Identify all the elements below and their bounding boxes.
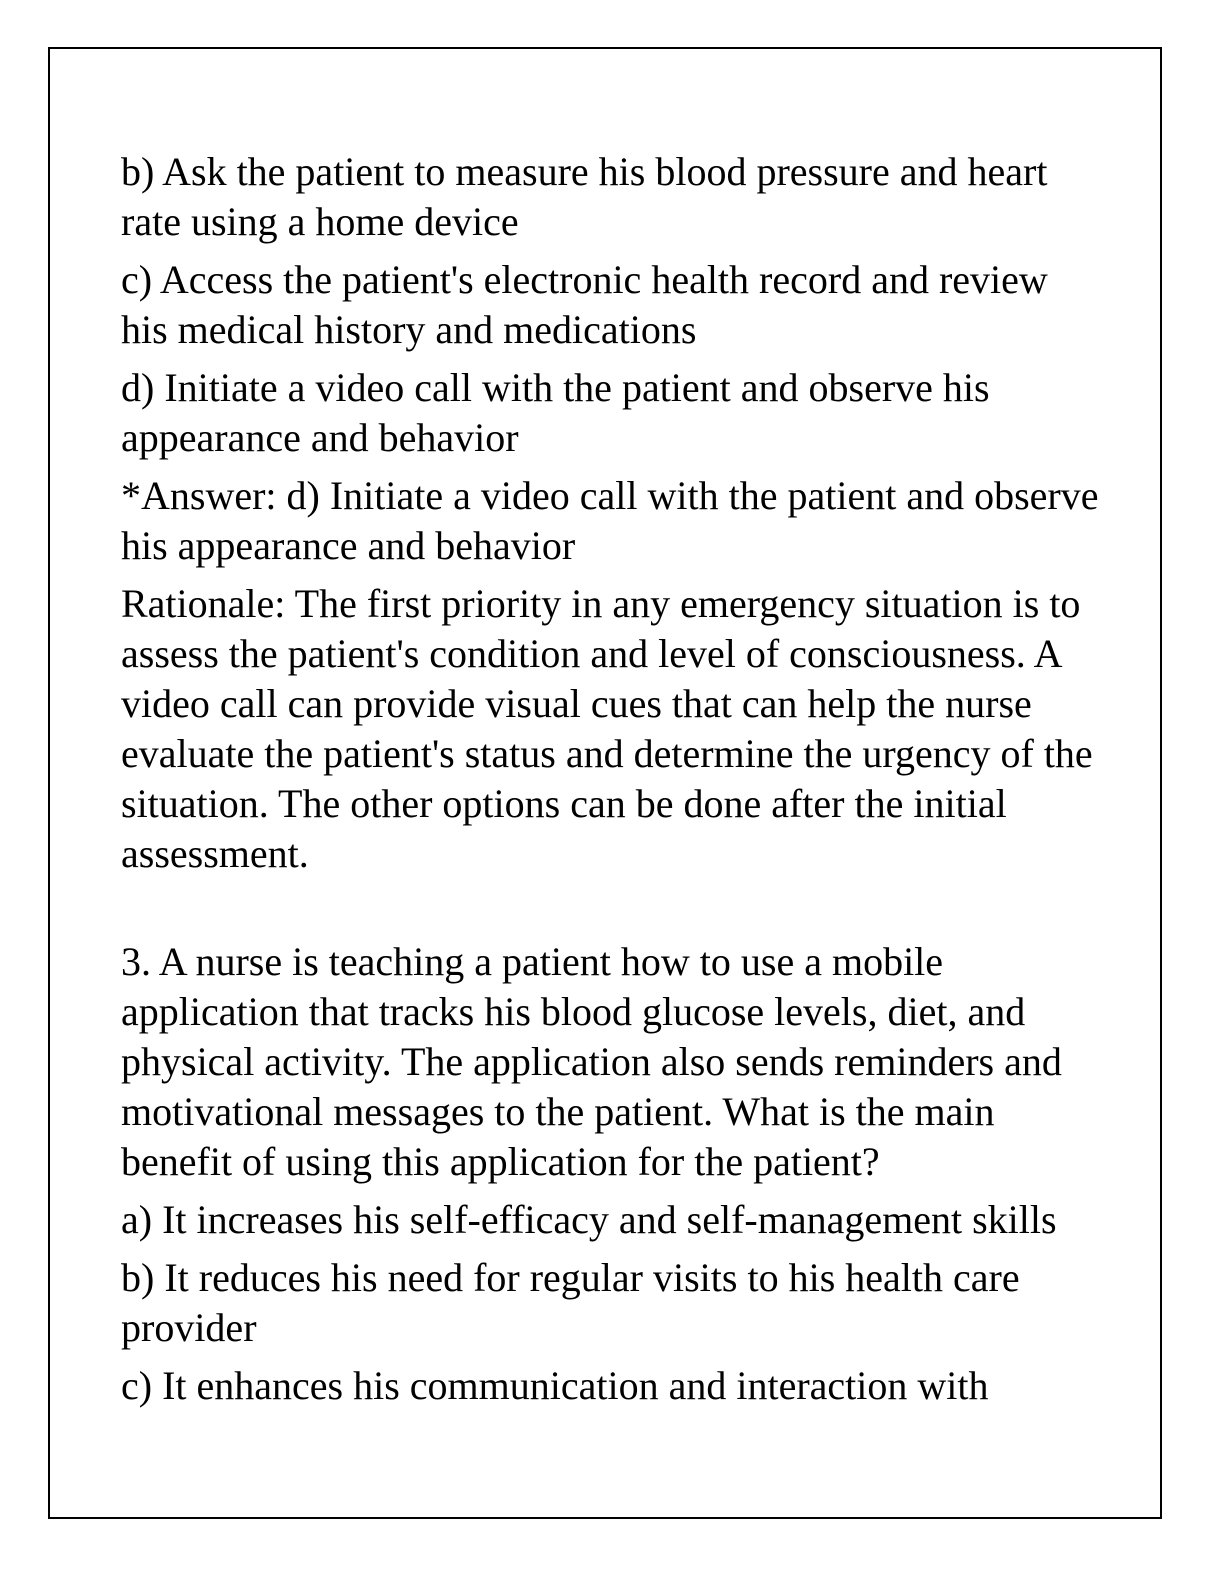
document-body <box>121 147 1101 1419</box>
page-frame <box>48 47 1162 1519</box>
q2-rationale: Rationale: The first priority in any emergency situation is to assess the patient's condition and level of consciousness. A video call can provide visual cues that can help the nurse evaluate the patient's status and determine the urgency of the situation. The other options can be done after the initial assessment. <box>121 581 1093 876</box>
q3-option-a: a) It increases his self-efficacy and self-management skills <box>121 1197 1057 1242</box>
q3-question: 3. A nurse is teaching a patient how to use a mobile application that tracks his blood glucose levels, diet, and physical activity. The application also sends reminders and motivational messages to the patient. What is the main benefit of using this application for the patient? <box>121 939 1062 1184</box>
q2-option-b: b) Ask the patient to measure his blood pressure and heart rate using a home device <box>121 149 1048 244</box>
q2-answer: *Answer: d) Initiate a video call with the patient and observe his appearance and behavior <box>121 473 1099 568</box>
q2-option-c: c) Access the patient's electronic health record and review his medical history and medications <box>121 257 1048 352</box>
q3-option-c: c) It enhances his communication and interaction with <box>121 1363 989 1408</box>
q3-option-b: b) It reduces his need for regular visits to his health care provider <box>121 1255 1020 1350</box>
paragraph-spacer <box>121 887 1101 937</box>
q2-option-d: d) Initiate a video call with the patient and observe his appearance and behavior <box>121 365 990 460</box>
